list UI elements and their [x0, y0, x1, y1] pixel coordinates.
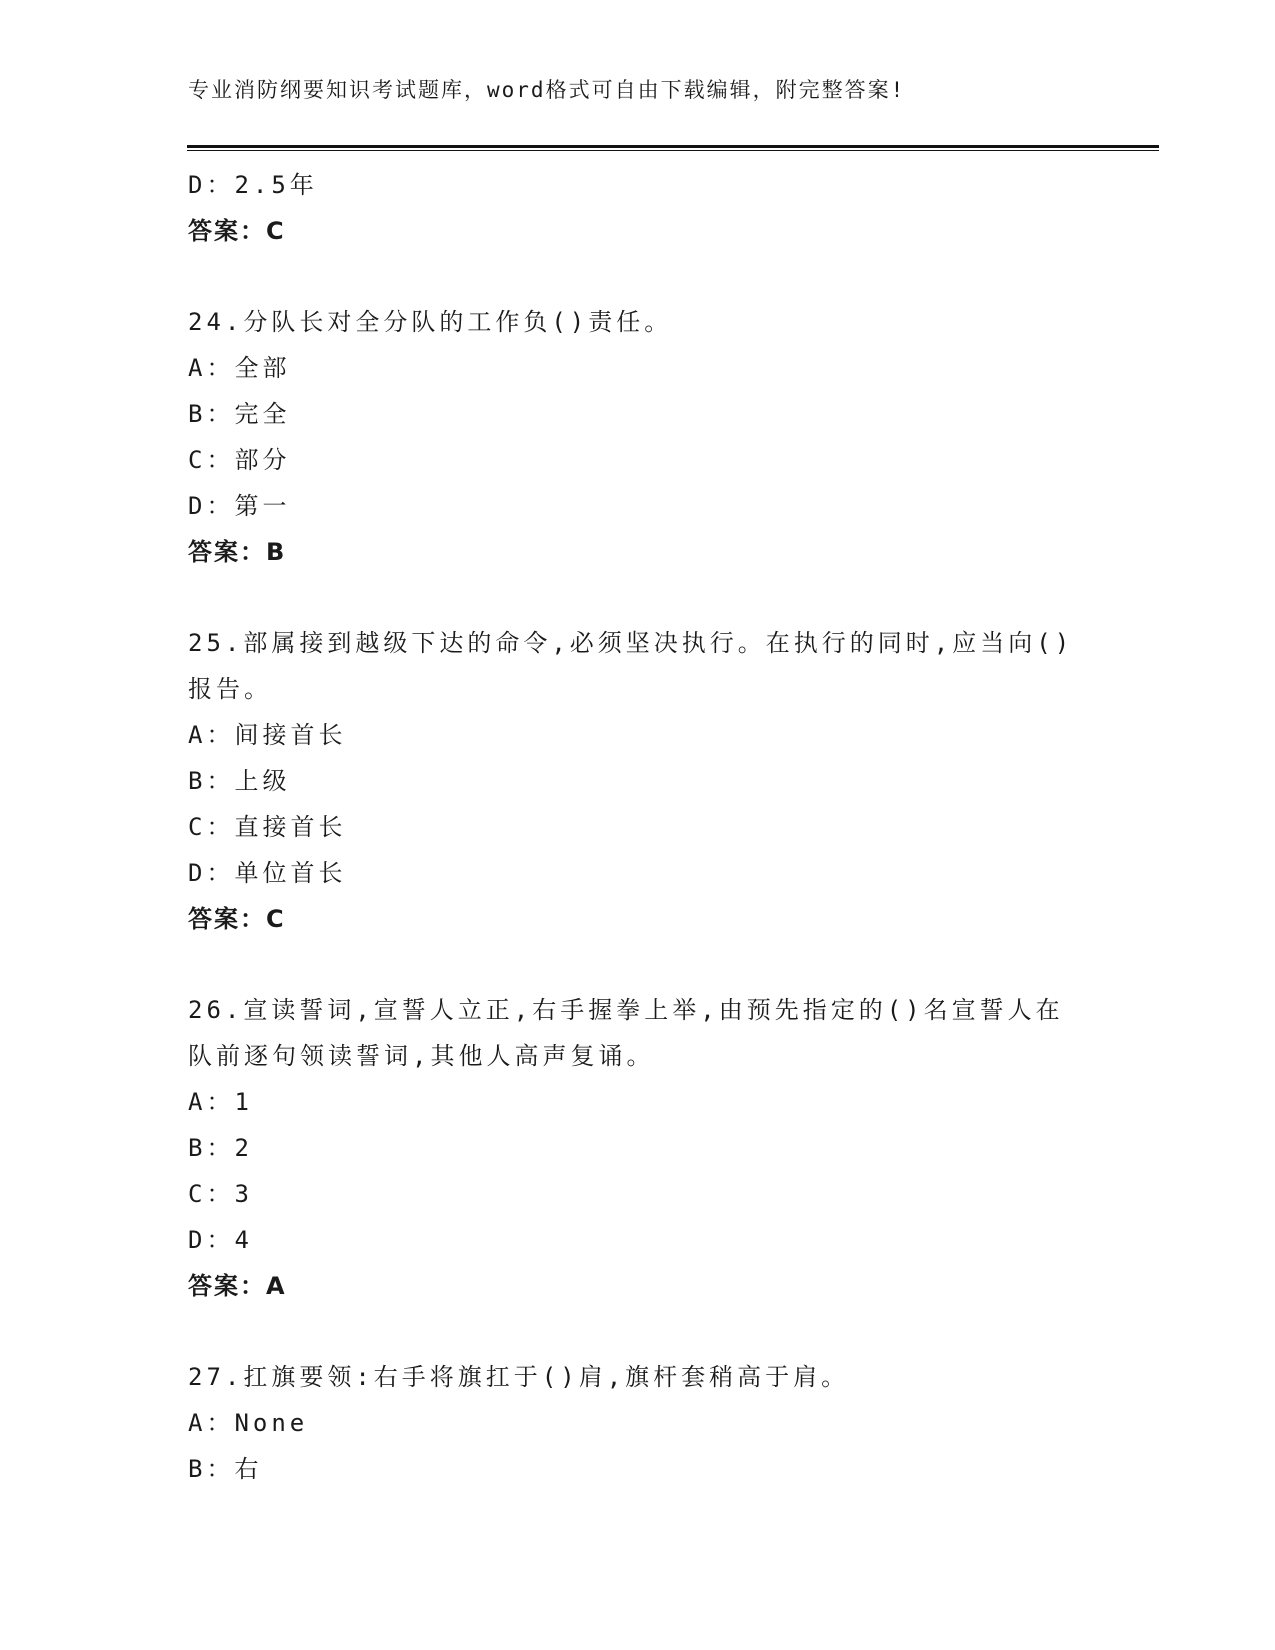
answer-line: 答案：C [188, 217, 286, 245]
spacer [188, 575, 1088, 620]
answer-line: 答案：C [188, 905, 286, 933]
page-header: 专业消防纲要知识考试题库，word格式可自由下载编辑，附完整答案! [188, 78, 906, 102]
option-a: A：None [188, 1409, 309, 1437]
option-a: A：1 [188, 1088, 253, 1116]
question-content [188, 162, 1088, 1492]
spacer [188, 1309, 1088, 1354]
question-block-24 [188, 299, 1088, 575]
option-b: B：完全 [188, 400, 291, 428]
question-block-26 [188, 987, 1088, 1309]
option-c: C：部分 [188, 446, 291, 474]
question-stem: 25.部属接到越级下达的命令,必须坚决执行。在执行的同时,应当向() [188, 629, 1074, 657]
answer-line: 答案：A [188, 1272, 287, 1300]
option-d: D：4 [188, 1226, 253, 1254]
question-block-25 [188, 620, 1088, 942]
option-b: B：2 [188, 1134, 253, 1162]
question-stem: 27.扛旗要领:右手将旗扛于()肩,旗杆套稍高于肩。 [188, 1363, 850, 1391]
header-rule-thin [187, 150, 1159, 151]
option-d: D：单位首长 [188, 859, 347, 887]
option-b: B：右 [188, 1455, 263, 1483]
answer-line: 答案：B [188, 538, 287, 566]
spacer [188, 254, 1088, 299]
question-block-27 [188, 1354, 1088, 1492]
option-c: C：直接首长 [188, 813, 347, 841]
question-stem: 26.宣读誓词,宣誓人立正,右手握拳上举,由预先指定的()名宣誓人在 [188, 996, 1064, 1024]
header-rule-thick [187, 145, 1159, 148]
option-a: A：全部 [188, 354, 291, 382]
spacer [188, 942, 1088, 987]
question-stem: 24.分队长对全分队的工作负()责任。 [188, 308, 673, 336]
option-c: C：3 [188, 1180, 253, 1208]
question-stem-continued: 报告。 [188, 675, 272, 703]
option-d: D：2.5年 [188, 171, 318, 199]
option-d: D：第一 [188, 492, 291, 520]
option-b: B：上级 [188, 767, 291, 795]
question-stem-continued: 队前逐句领读誓词,其他人高声复诵。 [188, 1042, 655, 1070]
option-a: A：间接首长 [188, 721, 347, 749]
